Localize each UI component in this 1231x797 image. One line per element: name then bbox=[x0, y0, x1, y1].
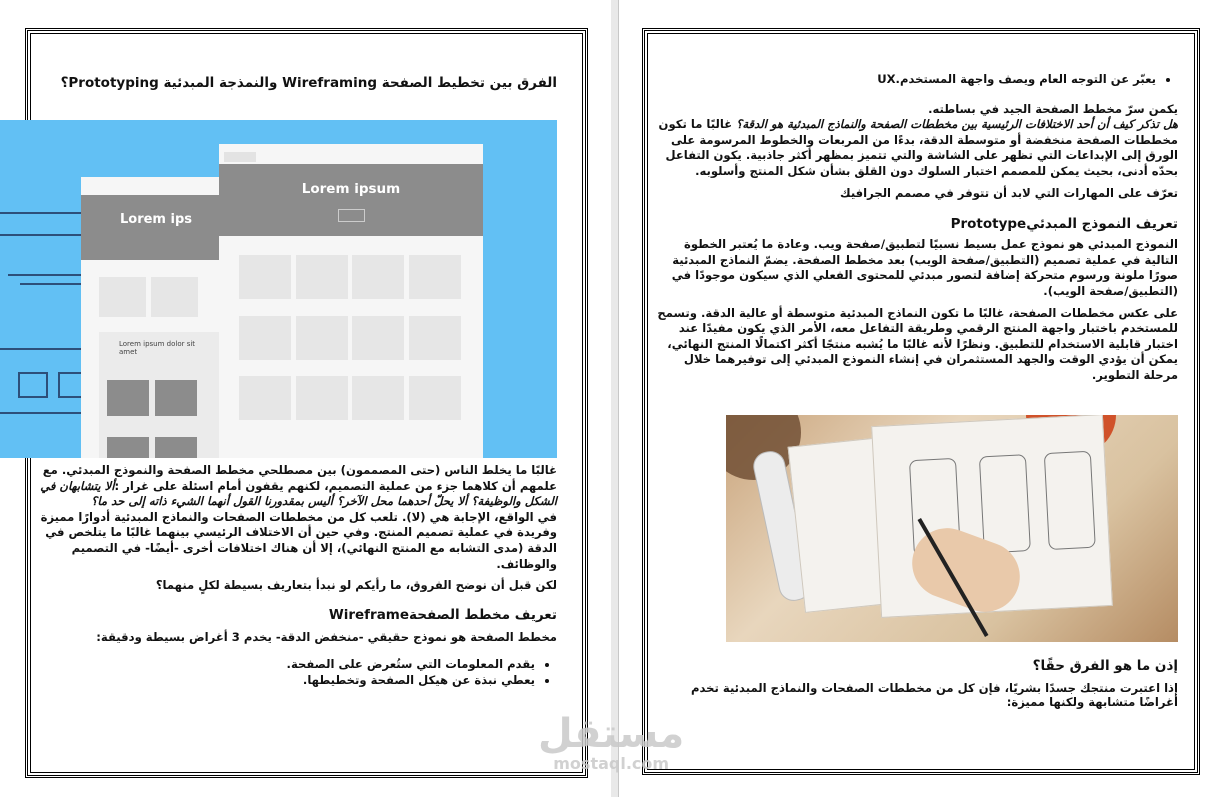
wireframe-bullets bbox=[40, 657, 557, 688]
page-title: الفرق بين تخطيط الصفحة Wireframing والنمذجة المبدئية Prototyping؟ bbox=[60, 75, 557, 91]
section-title: Lorem ipsum dolor sit amet bbox=[119, 340, 196, 356]
skills-link[interactable]: تعرّف على المهارات التي لابد أن تتوفر في مصمم الجرافيك bbox=[840, 185, 1178, 200]
list-item: • يعبّر عن التوجه العام ويصف واجهة المستخدم.UX bbox=[649, 72, 1156, 88]
document-page-left bbox=[0, 0, 612, 797]
sketching-photo bbox=[726, 415, 1178, 642]
document-page-right bbox=[618, 0, 1231, 797]
heading-prototype: تعريف النموذج المبدئيPrototype bbox=[950, 216, 1178, 233]
hero-heading: Lorem ipsum bbox=[219, 164, 483, 236]
page-gap bbox=[611, 0, 618, 797]
heading-difference: إذن ما هو الفرق حقًا؟ bbox=[1032, 658, 1178, 674]
hero-heading: Lorem ips bbox=[81, 195, 231, 260]
body-text: غالبًا ما يخلط الناس (حتى المصممون) بين مصطلحي مخطط الصفحة والنموذج المبدئي. مع علمهم أن كلاهما جزء من عملية التصميم، لكنهم يقفون أمام اسئلة على غرار :ألا يتشابهان في الشكل والوظيفة؟ ألا يحلّ أحدهما محل الآخر؟ أليس بمقدورنا القول أنهما الشيء ذاته إلى حد ما؟ في الواقع، الإجابة هي (لا). تلعب كل من مخططات الصفحات والنماذج المبدئية أدوارًا مميزة وفريدة في عملية تصميم المنتج. وفي حين أن الاختلاف الرئيسي بينهما غالبًا ما يتلخص في الدقة (مدى التشابه مع المنتج النهائي)، إلا أن هناك اختلافات أخرى -أيضًا- في التصميم والوظائف. لكن قبل أن نوضح الفروق، ما رأيكم لو نبدأ بتعاريف بسيطة لكلٍ منهما؟ تعريف مخطط الصفحةWireframe مخطط الصفحة هو نموذج حقيقي -منخفض الدقة- يخدم 3 أغراض بسيطة ودقيقة: • يقدم المعلومات التي ستُعرض على الصفحة. • يعطي نبذة عن هيكل الصفحة وتخطيطها. bbox=[40, 463, 557, 689]
list-item: • يقدم المعلومات التي ستُعرض على الصفحة. bbox=[40, 657, 535, 673]
body-text: إذن ما هو الفرق حقًا؟ إذا اعتبرت منتجك جسدًا بشريًا، فإن كل من مخططات الصفحات والنماذج المبدئية تخدم أغراضًا متشابهة ولكنها مميزة: bbox=[649, 657, 1178, 715]
wireframe-illustration bbox=[0, 120, 557, 458]
body-text: • يعبّر عن التوجه العام ويصف واجهة المستخدم.UX يكمن سرّ مخطط الصفحة الجيد في بساطته. هل تذكر كيف أن أحد الاختلافات الرئيسية بين مخططات الصفحة والنماذج المبدئية هو الدقة؟ غالبًا ما تكون مخططات الصفحة منخفضة أو متوسطة الدقة، بدءًا من المربعات والخطوط المرسومة على الورق إلى الإبداعات التي تظهر على الشاشة والتي تتميز بمظهر أكثر جاذبية. يكون التفاعل بحدّه أدنى، بحيث يمكن للمصمم اختبار السلوك دون القلق بشأن شكل المنتج وأسلوبه. تعرّف على المهارات التي لابد أن تتوفر في مصمم الجرافيك تعريف النموذج المبدئيPrototype النموذج المبدئي هو نموذج عمل بسيط نسبيًا لتطبيق/صفحة ويب. وعادة ما يُعتبر الخطوة التالية في عملية تصميم (التطبيق/صفحة الويب) بعد مخطط الصفحة. يضمّ النماذج المبدئية صورًا ملونة ورسوم متحركة إضافة لتصور مبدئي للمحتوى الفعلي الذي سيكون موجودًا في (التطبيق/صفحة الويب). على عكس مخططات الصفحة، غالبًا ما تكون النماذج المبدئية متوسطة أو عالية الدقة. وتسمح للمستخدم باختبار واجهة المنتج الرقمي وطريقة التفاعل معه، الأمر الذي يكون مفيدًا عند اختبار قابلية الاستخدام للتطبيق. ونظرًا لأنه غالبًا ما يُشبه منتجًا أكثر اكتمالًا المنتج النهائي، يمكن أن يؤدي الوقت والجهد المستثمران في إنشاء النموذج المبدئي إلى توفيرهما خلال مرحلة التطوير. bbox=[649, 72, 1178, 390]
mostaql-watermark: مستقل mostaql.com bbox=[538, 711, 685, 773]
heading-wireframe: تعريف مخطط الصفحةWireframe bbox=[328, 606, 557, 623]
list-item: • يعطي نبذة عن هيكل الصفحة وتخطيطها. bbox=[40, 673, 535, 689]
